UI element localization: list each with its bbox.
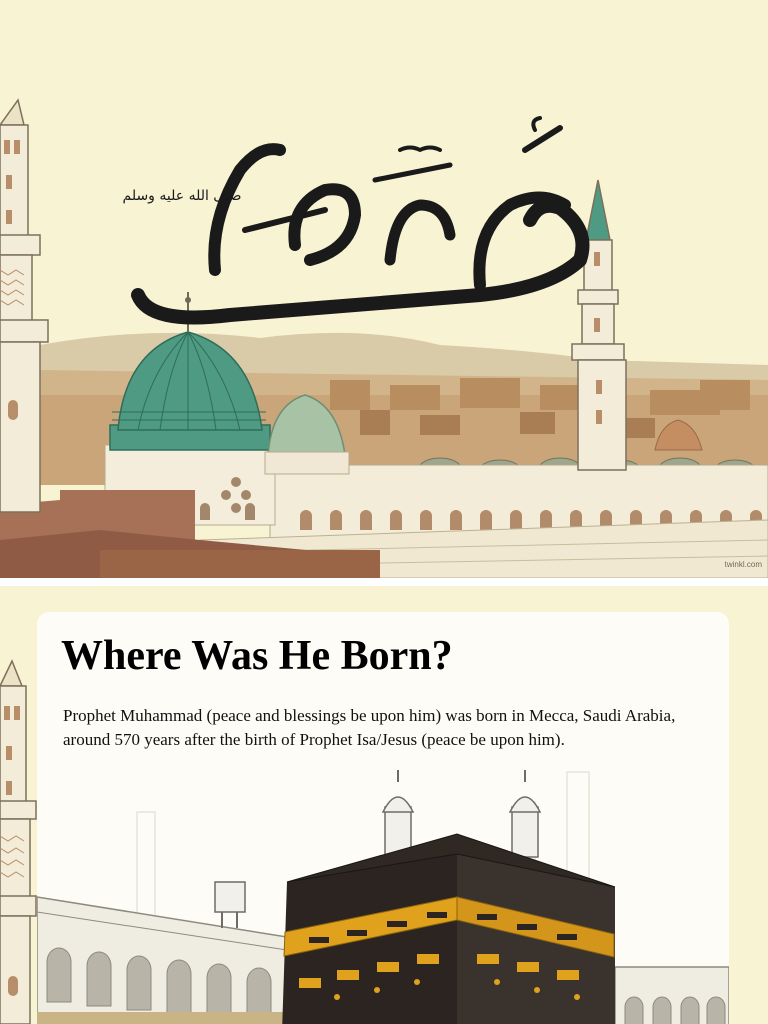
content-card bbox=[37, 612, 729, 1024]
slide-divider bbox=[0, 578, 768, 586]
left-minaret-edge bbox=[0, 586, 40, 1024]
watermark: twinkl.com bbox=[724, 560, 762, 569]
calligraphy-muhammad bbox=[120, 110, 640, 350]
slide-title-heading: Where Was He Born? bbox=[61, 633, 453, 679]
slide-birthplace bbox=[0, 586, 768, 1024]
honorific-text: صلى الله عليه وسلم bbox=[122, 188, 242, 204]
slide-body-text: Prophet Muhammad (peace and blessings be upon him) was born in Mecca, Saudi Arabia, around 570 years after the birth of Prophet Isa/Jesus (peace be upon him). bbox=[63, 706, 676, 749]
